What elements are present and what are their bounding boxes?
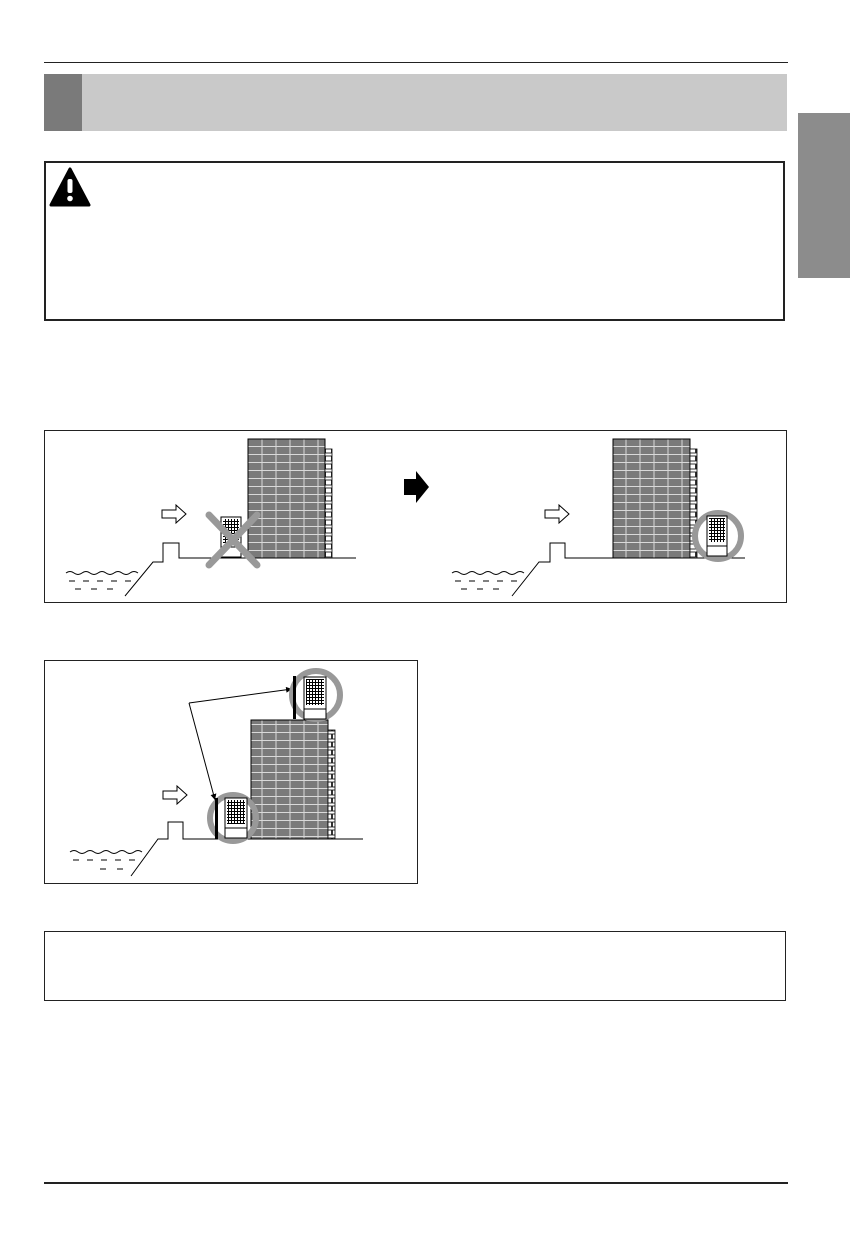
top-rule	[44, 62, 788, 63]
section-header-bar	[44, 74, 787, 131]
sea-waves	[70, 851, 142, 870]
figure-2-illustration	[45, 661, 419, 885]
note-box	[44, 931, 786, 1001]
warning-box	[44, 161, 785, 321]
warning-triangle-icon	[49, 167, 91, 207]
wind-arrow-icon	[162, 505, 186, 523]
wind-arrow-icon	[163, 786, 187, 804]
building	[613, 439, 690, 558]
direction-arrow-icon	[404, 471, 429, 503]
bottom-rule	[44, 1182, 788, 1184]
wind-arrow-icon	[545, 505, 569, 523]
building	[248, 439, 325, 558]
figure-2	[44, 660, 418, 884]
outdoor-unit	[707, 516, 727, 556]
outdoor-unit	[304, 677, 326, 719]
building-ledge	[328, 730, 335, 839]
fig1-left-panel	[66, 439, 356, 596]
fig1-right-panel	[452, 439, 745, 596]
building	[251, 720, 328, 839]
building-ledge	[325, 449, 332, 558]
outdoor-unit	[225, 798, 247, 838]
figure-1	[44, 430, 787, 603]
windbreak-wall	[293, 676, 296, 719]
sea-waves	[66, 572, 138, 590]
windbreak-wall	[215, 798, 218, 839]
sea-waves	[452, 572, 524, 590]
side-tab	[798, 113, 850, 278]
figure-1-illustration	[45, 431, 788, 604]
section-header-block	[44, 74, 82, 131]
